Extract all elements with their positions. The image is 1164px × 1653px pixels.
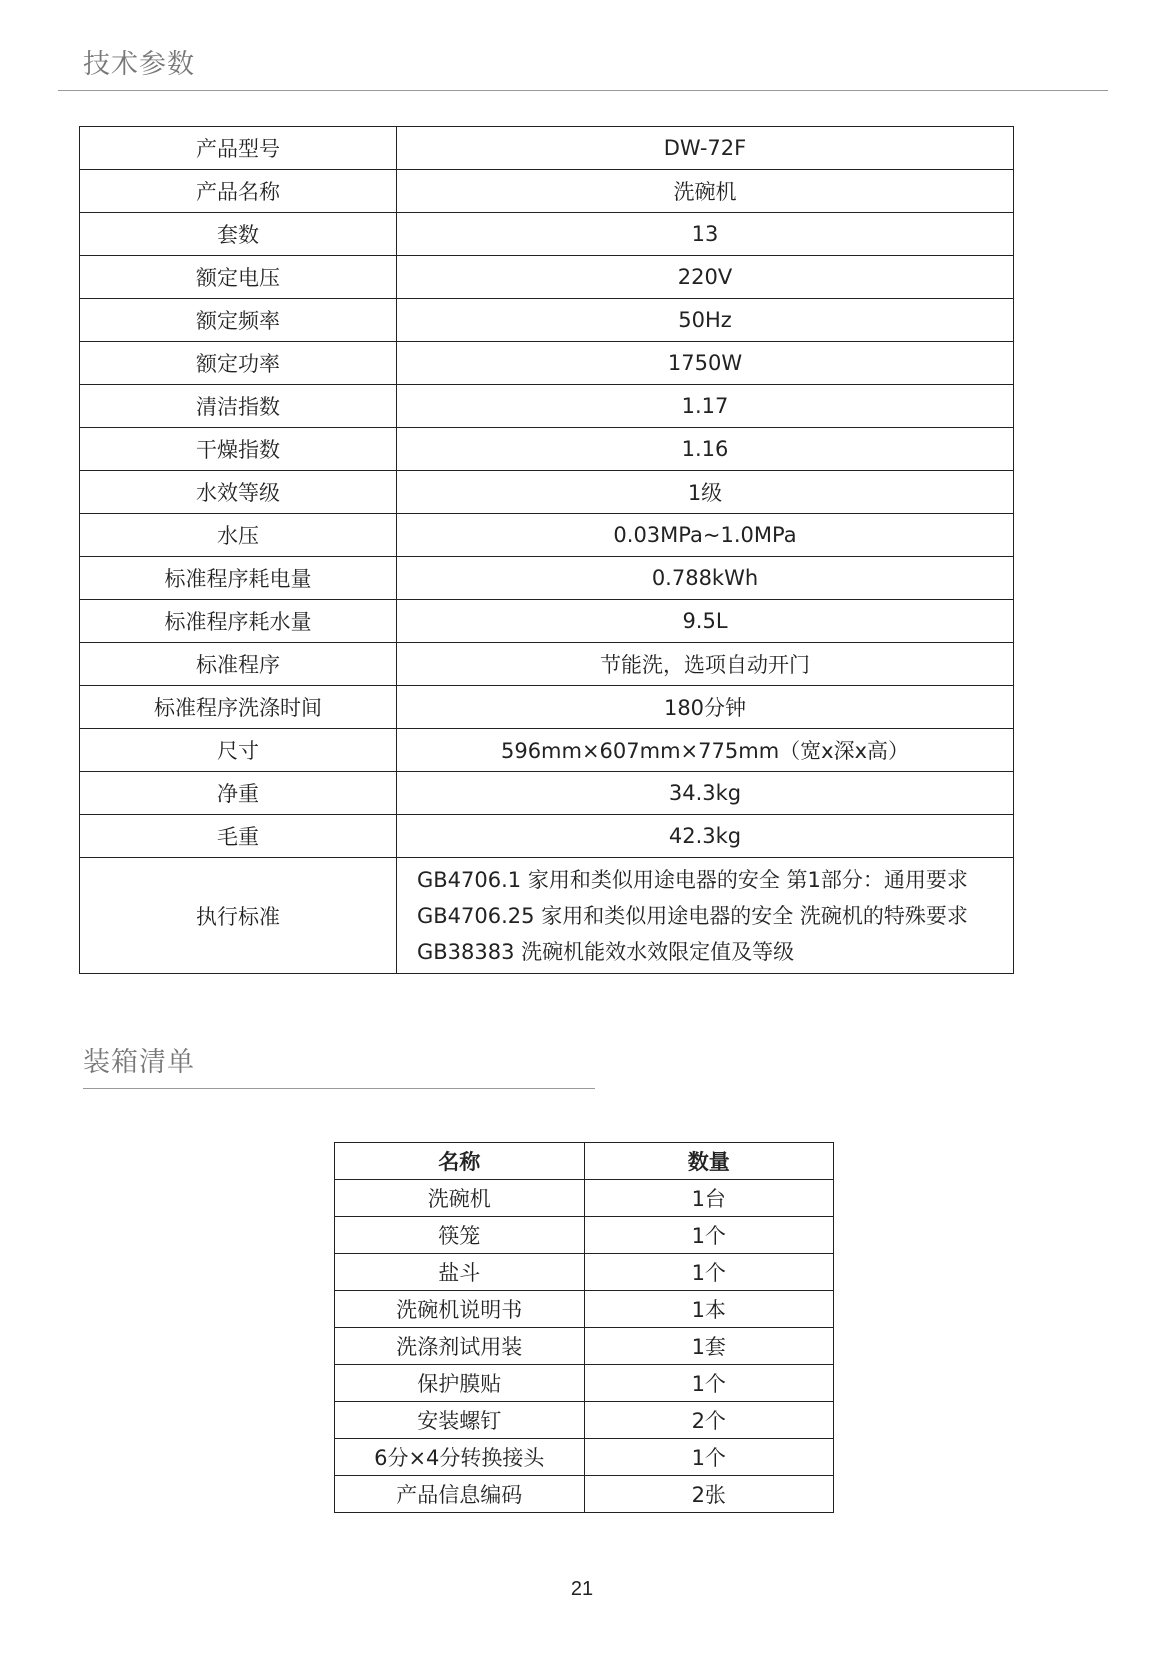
packing-item-qty: 1本 (584, 1291, 834, 1328)
spec-label: 产品名称 (80, 170, 397, 213)
spec-row (80, 600, 1014, 643)
spec-value: 0.03MPa~1.0MPa (397, 514, 1014, 557)
spec-row (80, 815, 1014, 858)
spec-row (80, 127, 1014, 170)
packing-row (335, 1365, 834, 1402)
spec-value: 9.5L (397, 600, 1014, 643)
packing-item-qty: 1套 (584, 1328, 834, 1365)
standard-line: GB4706.25 家用和类似用途电器的安全 洗碗机的特殊要求 (417, 903, 968, 928)
packing-row (335, 1254, 834, 1291)
spec-value: 180分钟 (397, 686, 1014, 729)
spec-value: 34.3kg (397, 772, 1014, 815)
spec-row (80, 772, 1014, 815)
packing-item-qty: 1个 (584, 1217, 834, 1254)
packing-row (335, 1328, 834, 1365)
spec-label: 干燥指数 (80, 428, 397, 471)
spec-label: 尺寸 (80, 729, 397, 772)
spec-label: 标准程序 (80, 643, 397, 686)
spec-value: 1.16 (397, 428, 1014, 471)
spec-value: 1.17 (397, 385, 1014, 428)
spec-row (80, 557, 1014, 600)
packing-item-name: 安装螺钉 (335, 1402, 585, 1439)
packing-header-row (335, 1143, 834, 1180)
spec-row (80, 643, 1014, 686)
packing-row (335, 1217, 834, 1254)
packing-row (335, 1439, 834, 1476)
spec-label: 额定电压 (80, 256, 397, 299)
packing-row (335, 1476, 834, 1513)
spec-value: 220V (397, 256, 1014, 299)
spec-row (80, 213, 1014, 256)
packing-title-divider (83, 1088, 595, 1089)
spec-value: 洗碗机 (397, 170, 1014, 213)
spec-value: DW-72F (397, 127, 1014, 170)
spec-row (80, 686, 1014, 729)
spec-section-title: 技术参数 (83, 49, 195, 80)
spec-value: 596mm×607mm×775mm（宽x深x高） (397, 729, 1014, 772)
packing-item-name: 洗碗机 (335, 1180, 585, 1217)
packing-item-name: 洗碗机说明书 (335, 1291, 585, 1328)
packing-row (335, 1180, 834, 1217)
packing-row (335, 1291, 834, 1328)
spec-label: 产品型号 (80, 127, 397, 170)
packing-item-name: 洗涤剂试用装 (335, 1328, 585, 1365)
spec-row (80, 299, 1014, 342)
packing-table (334, 1142, 834, 1513)
spec-label: 额定功率 (80, 342, 397, 385)
spec-row (80, 729, 1014, 772)
packing-item-name: 产品信息编码 (335, 1476, 585, 1513)
packing-row (335, 1402, 834, 1439)
standard-line: GB4706.1 家用和类似用途电器的安全 第1部分：通用要求 (417, 867, 968, 892)
standards-list (397, 858, 1014, 974)
packing-item-name: 保护膜贴 (335, 1365, 585, 1402)
spec-row (80, 385, 1014, 428)
spec-row (80, 428, 1014, 471)
packing-item-name: 6分×4分转换接头 (335, 1439, 585, 1476)
spec-label: 清洁指数 (80, 385, 397, 428)
spec-label: 额定频率 (80, 299, 397, 342)
spec-value: 50Hz (397, 299, 1014, 342)
packing-section-title: 装箱清单 (83, 1047, 195, 1078)
page-number: 21 (570, 1578, 594, 1600)
spec-value: 1750W (397, 342, 1014, 385)
spec-label: 水效等级 (80, 471, 397, 514)
packing-item-qty: 1台 (584, 1180, 834, 1217)
spec-row (80, 170, 1014, 213)
spec-row (80, 342, 1014, 385)
spec-label: 毛重 (80, 815, 397, 858)
packing-item-qty: 2个 (584, 1402, 834, 1439)
spec-value: 节能洗，选项自动开门 (397, 643, 1014, 686)
packing-item-name: 筷笼 (335, 1217, 585, 1254)
spec-value: 42.3kg (397, 815, 1014, 858)
standard-line: GB38383 洗碗机能效水效限定值及等级 (417, 939, 795, 964)
spec-label: 标准程序耗电量 (80, 557, 397, 600)
packing-item-qty: 1个 (584, 1439, 834, 1476)
spec-value: 0.788kWh (397, 557, 1014, 600)
header-qty: 数量 (584, 1143, 834, 1180)
spec-row-standards (80, 858, 1014, 974)
packing-item-qty: 1个 (584, 1365, 834, 1402)
spec-table (79, 126, 1014, 974)
header-name: 名称 (335, 1143, 585, 1180)
spec-label: 执行标准 (80, 858, 397, 974)
packing-item-qty: 1个 (584, 1254, 834, 1291)
spec-value: 13 (397, 213, 1014, 256)
spec-row (80, 471, 1014, 514)
packing-item-qty: 2张 (584, 1476, 834, 1513)
spec-label: 净重 (80, 772, 397, 815)
spec-title-divider (58, 90, 1108, 91)
spec-label: 标准程序洗涤时间 (80, 686, 397, 729)
packing-item-name: 盐斗 (335, 1254, 585, 1291)
spec-label: 套数 (80, 213, 397, 256)
spec-label: 标准程序耗水量 (80, 600, 397, 643)
spec-row (80, 256, 1014, 299)
spec-value: 1级 (397, 471, 1014, 514)
spec-row (80, 514, 1014, 557)
spec-label: 水压 (80, 514, 397, 557)
